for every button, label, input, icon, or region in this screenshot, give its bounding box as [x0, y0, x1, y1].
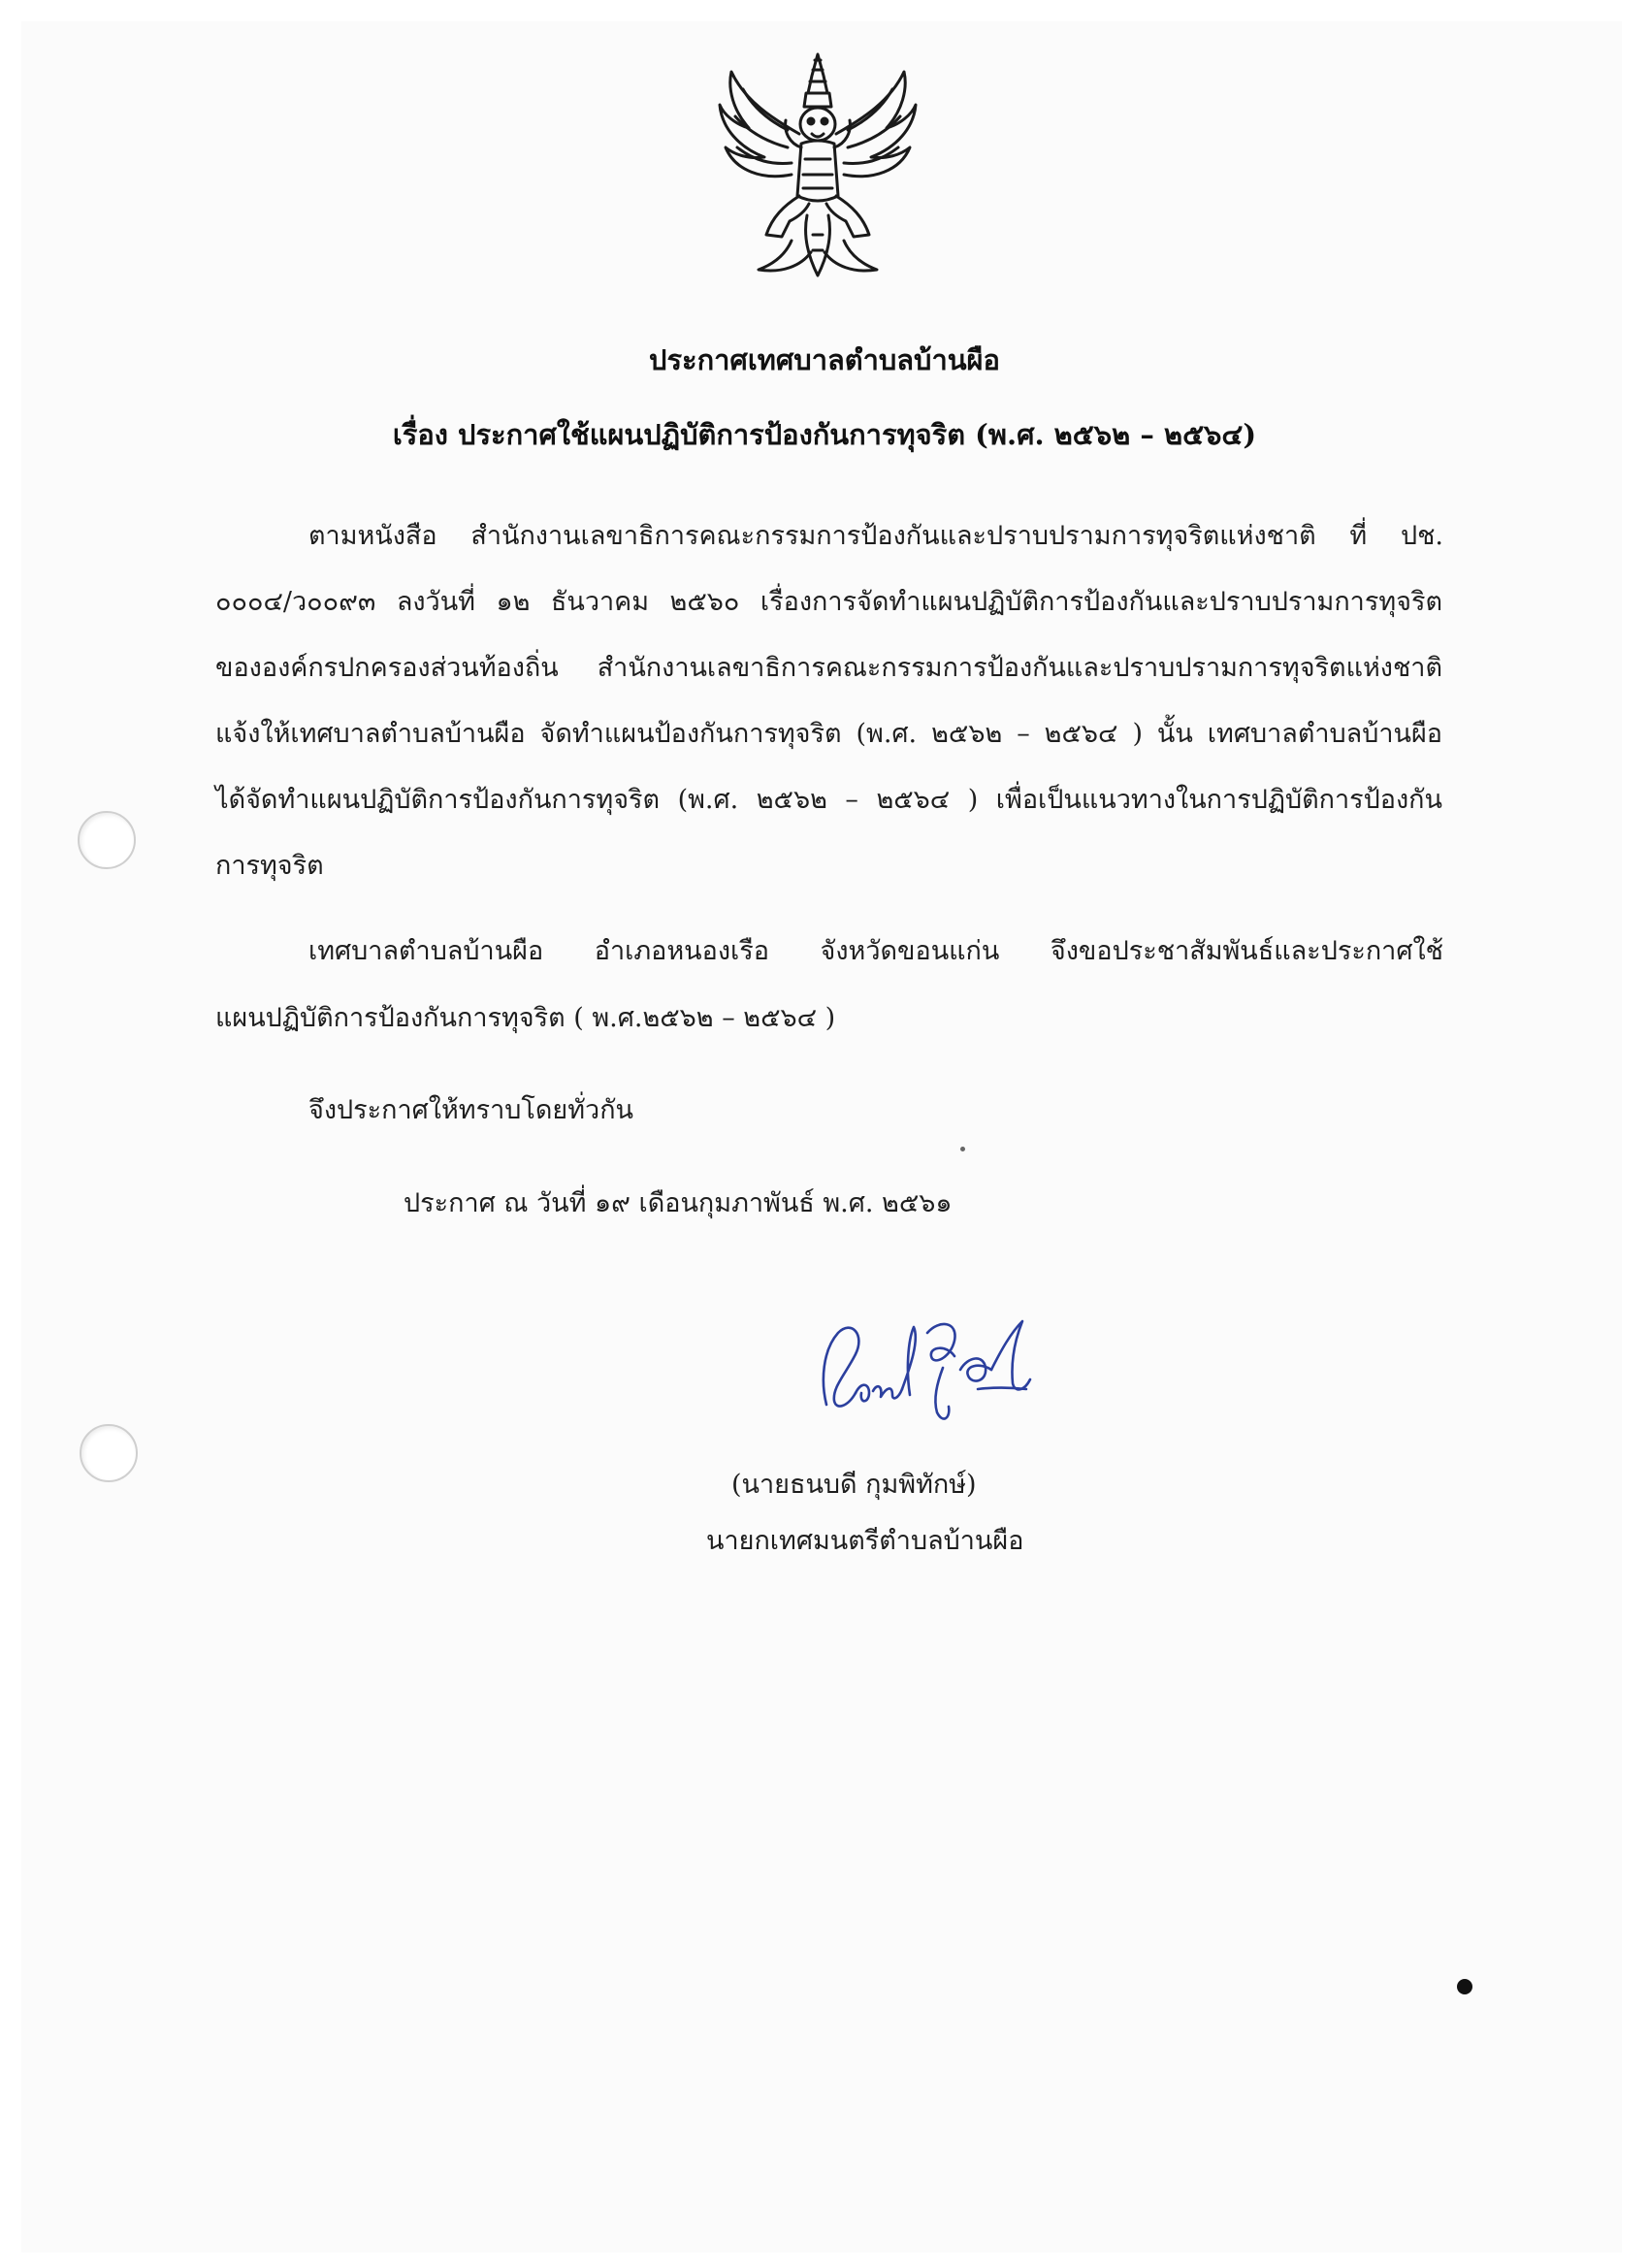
- paragraph2-line-1: เทศบาลตำบลบ้านผือ อำเภอหนองเรือ จังหวัดขอนแก่น จึงขอประชาสัมพันธ์และประกาศใช้: [308, 936, 1443, 966]
- signatory-name: (นายธนบดี กุมพิทักษ์): [731, 1470, 977, 1500]
- garuda-emblem-icon: [714, 50, 922, 283]
- paragraph1-line-1: ตามหนังสือ สำนักงานเลขาธิการคณะกรรมการป้องกันและปราบปรามการทุจริตแห่งชาติ ที่ ปช.: [308, 521, 1443, 551]
- ink-speck: [960, 1147, 965, 1151]
- closing-statement: จึงประกาศให้ทราบโดยทั่วกัน: [308, 1095, 633, 1125]
- signatory-position: นายกเทศมนตรีตำบลบ้านผือ: [706, 1526, 1024, 1556]
- signature-image: [813, 1312, 1046, 1428]
- paragraph1-line-6: การทุจริต: [215, 851, 324, 881]
- paragraph1-line-2: ๐๐๐๔/ว๐๐๙๓ ลงวันที่ ๑๒ ธันวาคม ๒๕๖๐ เรื่องการจัดทำแผนปฏิบัติการป้องกันและปราบปรามการทุจริต: [215, 587, 1442, 617]
- ink-speck: [1457, 1979, 1472, 1994]
- announcement-date: ประกาศ ณ วันที่ ๑๙ เดือนกุมภาพันธ์ พ.ศ. ๒๕๖๑: [404, 1188, 953, 1218]
- paragraph1-line-5: ได้จัดทำแผนปฏิบัติการป้องกันการทุจริต (พ.ศ. ๒๕๖๒ – ๒๕๖๔ ) เพื่อเป็นแนวทางในการปฏิบัติการป้องกัน: [215, 785, 1442, 815]
- punch-hole-top: [78, 811, 136, 869]
- announcement-subject: เรื่อง ประกาศใช้แผนปฏิบัติการป้องกันการทุจริต (พ.ศ. ๒๕๖๒ – ๒๕๖๔): [392, 418, 1257, 451]
- paragraph2-line-2: แผนปฏิบัติการป้องกันการทุจริต ( พ.ศ.๒๕๖๒ – ๒๕๖๔ ): [215, 1003, 836, 1033]
- paragraph1-line-4: แจ้งให้เทศบาลตำบลบ้านผือ จัดทำแผนป้องกันการทุจริต (พ.ศ. ๒๕๖๒ – ๒๕๖๔ ) นั้น เทศบาลตำบลบ้านผือ: [215, 719, 1442, 749]
- punch-hole-bottom: [80, 1424, 138, 1482]
- announcement-title: ประกาศเทศบาลตำบลบ้านผือ: [649, 343, 1000, 376]
- paragraph1-line-3: ขององค์กรปกครองส่วนท้องถิ่น สำนักงานเลขาธิการคณะกรรมการป้องกันและปราบปรามการทุจริตแห่งชาติ: [215, 653, 1442, 683]
